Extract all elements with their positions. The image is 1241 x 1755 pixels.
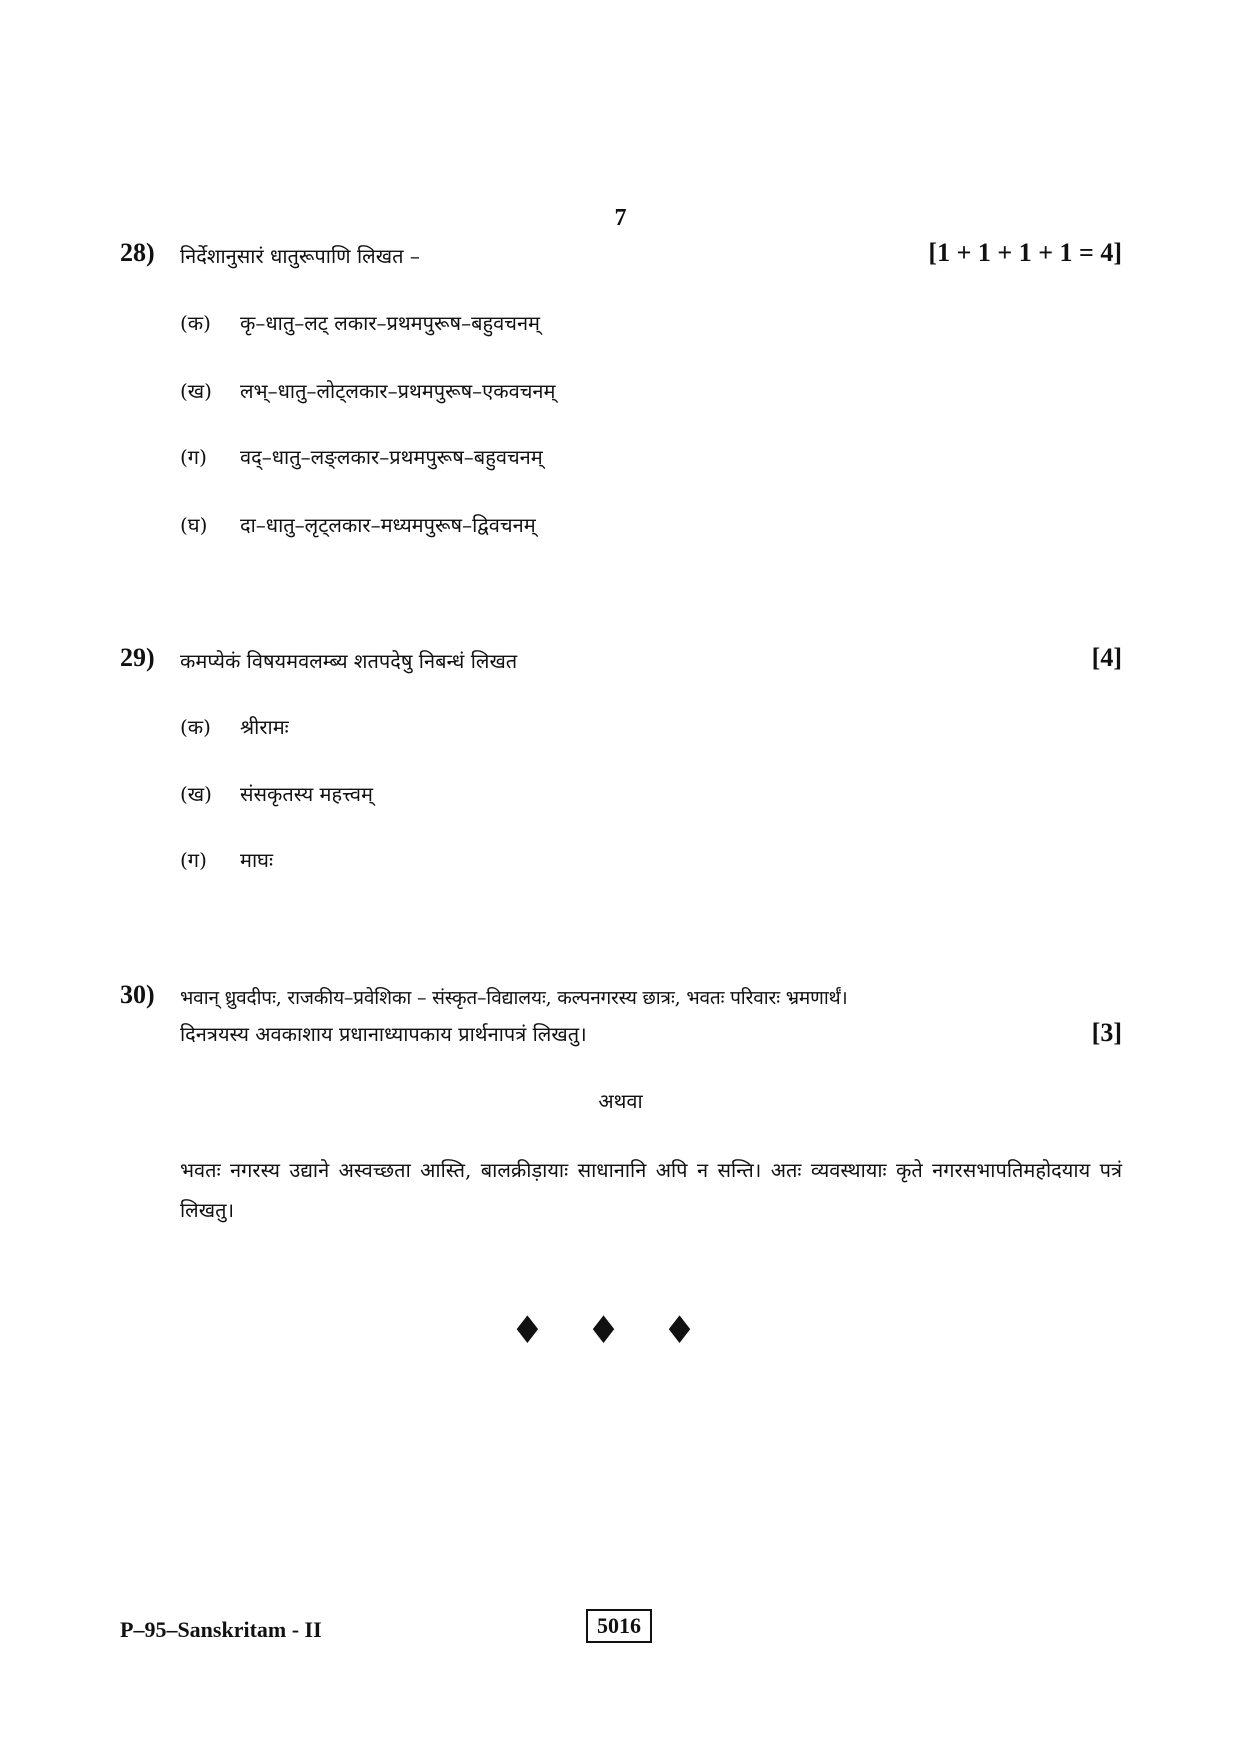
q29-option-ga (180, 846, 273, 873)
option-label: (ग) (180, 848, 207, 872)
paper-number-box: 5016 (586, 1609, 652, 1643)
end-ornament (0, 1308, 1241, 1352)
diamond-icon: ♦ (662, 1308, 731, 1352)
q28-option-ka (180, 309, 540, 336)
q28-option-ga (180, 443, 543, 470)
option-label: (ग) (180, 445, 207, 469)
or-label: अथवा (598, 1089, 643, 1113)
paper-code: P–95–Sanskritam - II (120, 1617, 322, 1642)
q28-option-gha (180, 511, 536, 538)
question-28-text: निर्देशानुसारं धातुरूपाणि लिखत – (180, 244, 420, 268)
option-label: (क) (180, 715, 211, 739)
q29-option-ka (180, 713, 289, 740)
question-28-number: 28) (120, 238, 155, 267)
page-number: 7 (614, 205, 627, 231)
option-label: (घ) (180, 513, 208, 537)
option-label: (क) (180, 311, 211, 335)
question-30-alternative-text: भवतः नगरस्य उद्याने अस्वच्छता आस्ति, बालक्रीड़ायाः साधानानि अपि न सन्ति। अतः व्यवस्थायाः कृते नगरसभापतिमहोदयाय पत्रं लिखतु। (180, 1158, 1122, 1222)
question-29-text: कमप्येकं विषयमवलम्ब्य शतपदेषु निबन्धं लिखत (180, 649, 518, 673)
question-29-number: 29) (120, 643, 155, 672)
option-text: कृ–धातु–लट् लकार–प्रथमपुरूष–बहुवचनम् (240, 311, 541, 335)
q28-option-kha (180, 377, 555, 404)
diamond-icon: ♦ (510, 1308, 579, 1352)
option-text: श्रीरामः (240, 715, 289, 739)
question-28-marks: [1 + 1 + 1 + 1 = 4] (928, 238, 1122, 267)
option-text: माघः (240, 848, 273, 872)
q29-option-kha (180, 780, 373, 807)
option-text: वद्–धातु–लङ्लकार–प्रथमपुरूष–बहुवचनम् (240, 445, 543, 469)
option-label: (ख) (180, 782, 212, 806)
option-text: संसकृतस्य महत्त्वम् (240, 782, 373, 806)
question-30-line-1: भवान् ध्रुवदीपः, राजकीय–प्रवेशिका – संस्कृत–विद्यालयः, कल्पनगरस्य छात्रः, भवतः परिवारः भ्रमणार्थं। (180, 987, 848, 1009)
question-30-number: 30) (120, 980, 155, 1009)
diamond-icon: ♦ (586, 1308, 655, 1352)
question-30-marks: [3] (1091, 1018, 1122, 1047)
option-text: दा–धातु–लृट्लकार–मध्यमपुरूष–द्विवचनम् (240, 513, 536, 537)
option-text: लभ्–धातु–लोट्लकार–प्रथमपुरूष–एकवचनम् (240, 379, 556, 403)
question-30-line-2: दिनत्रयस्य अवकाशाय प्रधानाध्यापकाय प्रार्थनापत्रं लिखतु। (180, 1022, 587, 1046)
option-label: (ख) (180, 379, 212, 403)
question-29-marks: [4] (1091, 643, 1122, 672)
